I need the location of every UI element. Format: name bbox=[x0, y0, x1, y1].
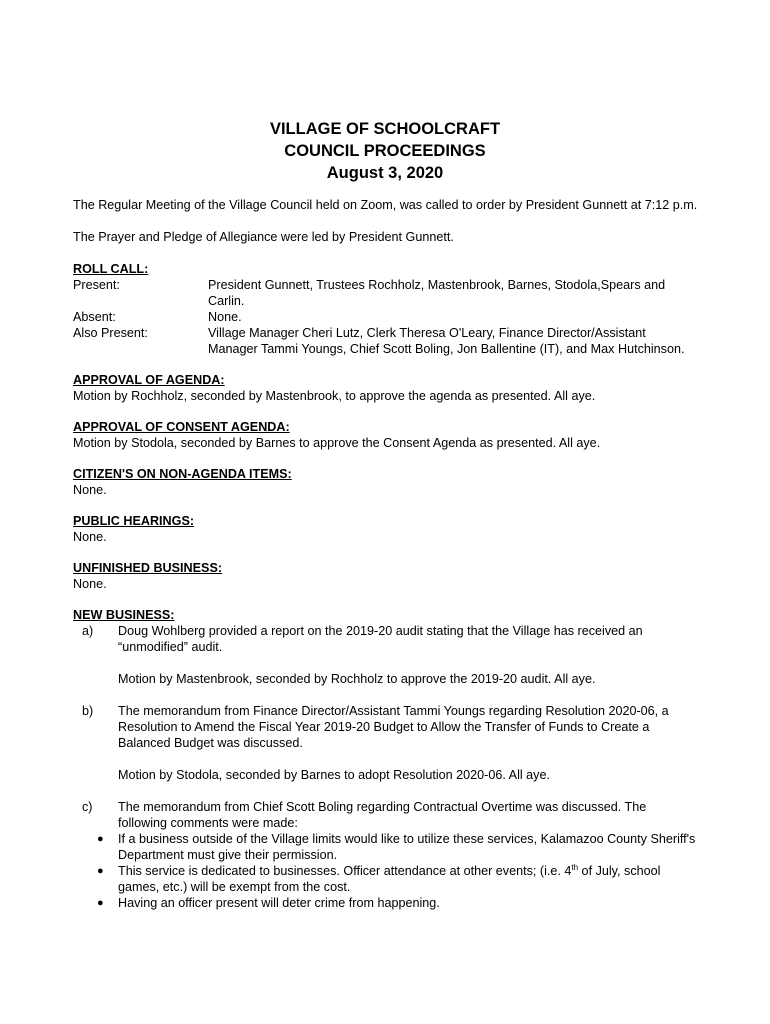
hearings-section bbox=[73, 513, 698, 545]
agenda-section bbox=[73, 372, 698, 404]
item-b-text: The memorandum from Finance Director/Assistant Tammi Youngs regarding Resolution 2020-06, a Resolution to Amend the Fiscal Year 2019-20 Budget to Allow the Transfer of Funds to Create a Balanced Budget was discussed. bbox=[118, 704, 669, 750]
roll-call-table bbox=[73, 277, 698, 357]
item-a-motion: Motion by Mastenbrook, seconded by Rochholz to approve the 2019-20 audit. All aye. bbox=[118, 672, 596, 686]
item-c-text: The memorandum from Chief Scott Boling regarding Contractual Overtime was discussed. The following comments were made: bbox=[118, 800, 647, 830]
citizens-heading: CITIZEN'S ON NON-AGENDA ITEMS: bbox=[73, 467, 292, 481]
title-village: VILLAGE OF SCHOOLCRAFT bbox=[269, 120, 501, 138]
hearings-text: None. bbox=[73, 530, 107, 544]
document-body bbox=[73, 197, 698, 911]
agenda-text: Motion by Rochholz, seconded by Mastenbrook, to approve the agenda as presented. All aye. bbox=[73, 389, 596, 403]
bullet-text-1: If a business outside of the Village limits would like to utilize these services, Kalamazoo County Sheriff's Department must give their permission. bbox=[118, 832, 696, 862]
item-a-marker: a) bbox=[82, 624, 94, 638]
document-title bbox=[0, 118, 770, 184]
consent-section bbox=[73, 419, 698, 451]
unfinished-section bbox=[73, 560, 698, 592]
item-c-marker: c) bbox=[82, 800, 93, 814]
consent-heading: APPROVAL OF CONSENT AGENDA: bbox=[73, 420, 290, 434]
item-a-text: Doug Wohlberg provided a report on the 2019-20 audit stating that the Village has received an “unmodified” audit. bbox=[118, 624, 643, 654]
item-b-marker: b) bbox=[82, 704, 94, 718]
bullet-icon: ● bbox=[97, 833, 104, 845]
new-business-section bbox=[73, 607, 698, 911]
agenda-heading: APPROVAL OF AGENDA: bbox=[73, 373, 225, 387]
new-business-item-b-motion bbox=[73, 767, 698, 783]
unfinished-heading: UNFINISHED BUSINESS: bbox=[73, 561, 223, 575]
list-item bbox=[73, 895, 698, 911]
new-business-item-b bbox=[73, 703, 698, 751]
title-proceedings: COUNCIL PROCEEDINGS bbox=[284, 142, 486, 160]
intro-prayer-pledge: The Prayer and Pledge of Allegiance were led by President Gunnett. bbox=[73, 230, 454, 244]
bullet-icon: ● bbox=[97, 897, 104, 909]
new-business-heading: NEW BUSINESS: bbox=[73, 608, 175, 622]
unfinished-text: None. bbox=[73, 577, 107, 591]
item-c-bullet-list bbox=[73, 831, 698, 911]
item-b-motion: Motion by Stodola, seconded by Barnes to adopt Resolution 2020-06. All aye. bbox=[118, 768, 550, 782]
roll-label-present: Present: bbox=[73, 278, 120, 292]
new-business-item-a bbox=[73, 623, 698, 655]
consent-text: Motion by Stodola, seconded by Barnes to approve the Consent Agenda as presented. All aye. bbox=[73, 436, 601, 450]
roll-value-absent: None. bbox=[208, 310, 242, 324]
roll-value-also-present: Village Manager Cheri Lutz, Clerk Theresa O'Leary, Finance Director/Assistant Manager Tammi Youngs, Chief Scott Boling, Jon Ballentine (IT), and Max Hutchinson. bbox=[208, 326, 685, 356]
title-date: August 3, 2020 bbox=[326, 164, 444, 182]
bullet-text-2: This service is dedicated to businesses. Officer attendance at other events; (i.e. 4th of July, school games, etc.) will be exempt from the cost. bbox=[118, 862, 661, 894]
roll-call-section bbox=[73, 261, 698, 357]
citizens-section bbox=[73, 466, 698, 498]
roll-call-heading: ROLL CALL: bbox=[73, 262, 149, 276]
hearings-heading: PUBLIC HEARINGS: bbox=[73, 514, 195, 528]
new-business-item-a-motion bbox=[73, 671, 698, 687]
bullet-text-3: Having an officer present will deter crime from happening. bbox=[118, 896, 440, 910]
bullet-icon: ● bbox=[97, 865, 104, 877]
list-item bbox=[73, 831, 698, 863]
list-item bbox=[73, 863, 698, 895]
citizens-text: None. bbox=[73, 483, 107, 497]
roll-value-present: President Gunnett, Trustees Rochholz, Mastenbrook, Barnes, Stodola,Spears and Carlin. bbox=[208, 278, 666, 308]
new-business-item-c bbox=[73, 799, 698, 831]
roll-label-absent: Absent: bbox=[73, 310, 116, 324]
roll-label-also-present: Also Present: bbox=[73, 326, 148, 340]
intro-call-to-order: The Regular Meeting of the Village Council held on Zoom, was called to order by President Gunnett at 7:12 p.m. bbox=[73, 198, 698, 212]
